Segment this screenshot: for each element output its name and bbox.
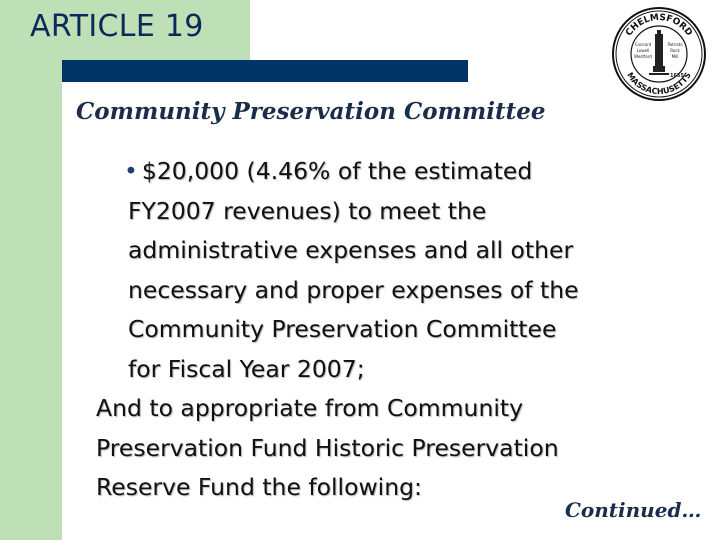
- seal-bottom-text: MASSACHUSETTS: [625, 70, 693, 97]
- bullet-item: [96, 152, 696, 389]
- article-title: ARTICLE 19: [30, 9, 204, 44]
- seal-right-1: Patriots: [667, 42, 683, 47]
- bullet-icon: •: [124, 157, 138, 185]
- bullet-text: $20,000 (4.46% of the estimated: [141, 157, 533, 185]
- seal-year: 1655: [670, 73, 684, 79]
- seal-right-3: Mill: [671, 54, 679, 59]
- seal-left-1: Concord: [634, 42, 652, 47]
- continued-label: Continued…: [565, 498, 702, 522]
- body-line: Reserve Fund the following:: [96, 473, 422, 501]
- bullet-line: for Fiscal Year 2007;: [128, 354, 365, 383]
- left-accent-band: [0, 0, 62, 540]
- seal-left-2: Lowell: [636, 48, 650, 53]
- bullet-line: FY2007 revenues) to meet the: [128, 196, 487, 225]
- bullet-line: necessary and proper expenses of the: [128, 275, 579, 304]
- slide-subtitle: Community Preservation Committee: [76, 98, 546, 125]
- body-line: Preservation Fund Historic Preservation: [96, 433, 559, 462]
- bullet-line: administrative expenses and all other: [128, 236, 574, 264]
- town-seal: [611, 6, 707, 102]
- seal-right-2: Rock: [670, 48, 680, 53]
- seal-left-3: Westford: [634, 54, 652, 59]
- seal-top-text: CHELMSFORD: [624, 12, 694, 39]
- body-line: And to appropriate from Community: [96, 394, 523, 422]
- slide-body: [96, 152, 696, 508]
- bullet-line: Community Preservation Committee: [128, 315, 557, 343]
- title-underline-bar: [62, 60, 468, 82]
- bullet-line: [124, 152, 696, 192]
